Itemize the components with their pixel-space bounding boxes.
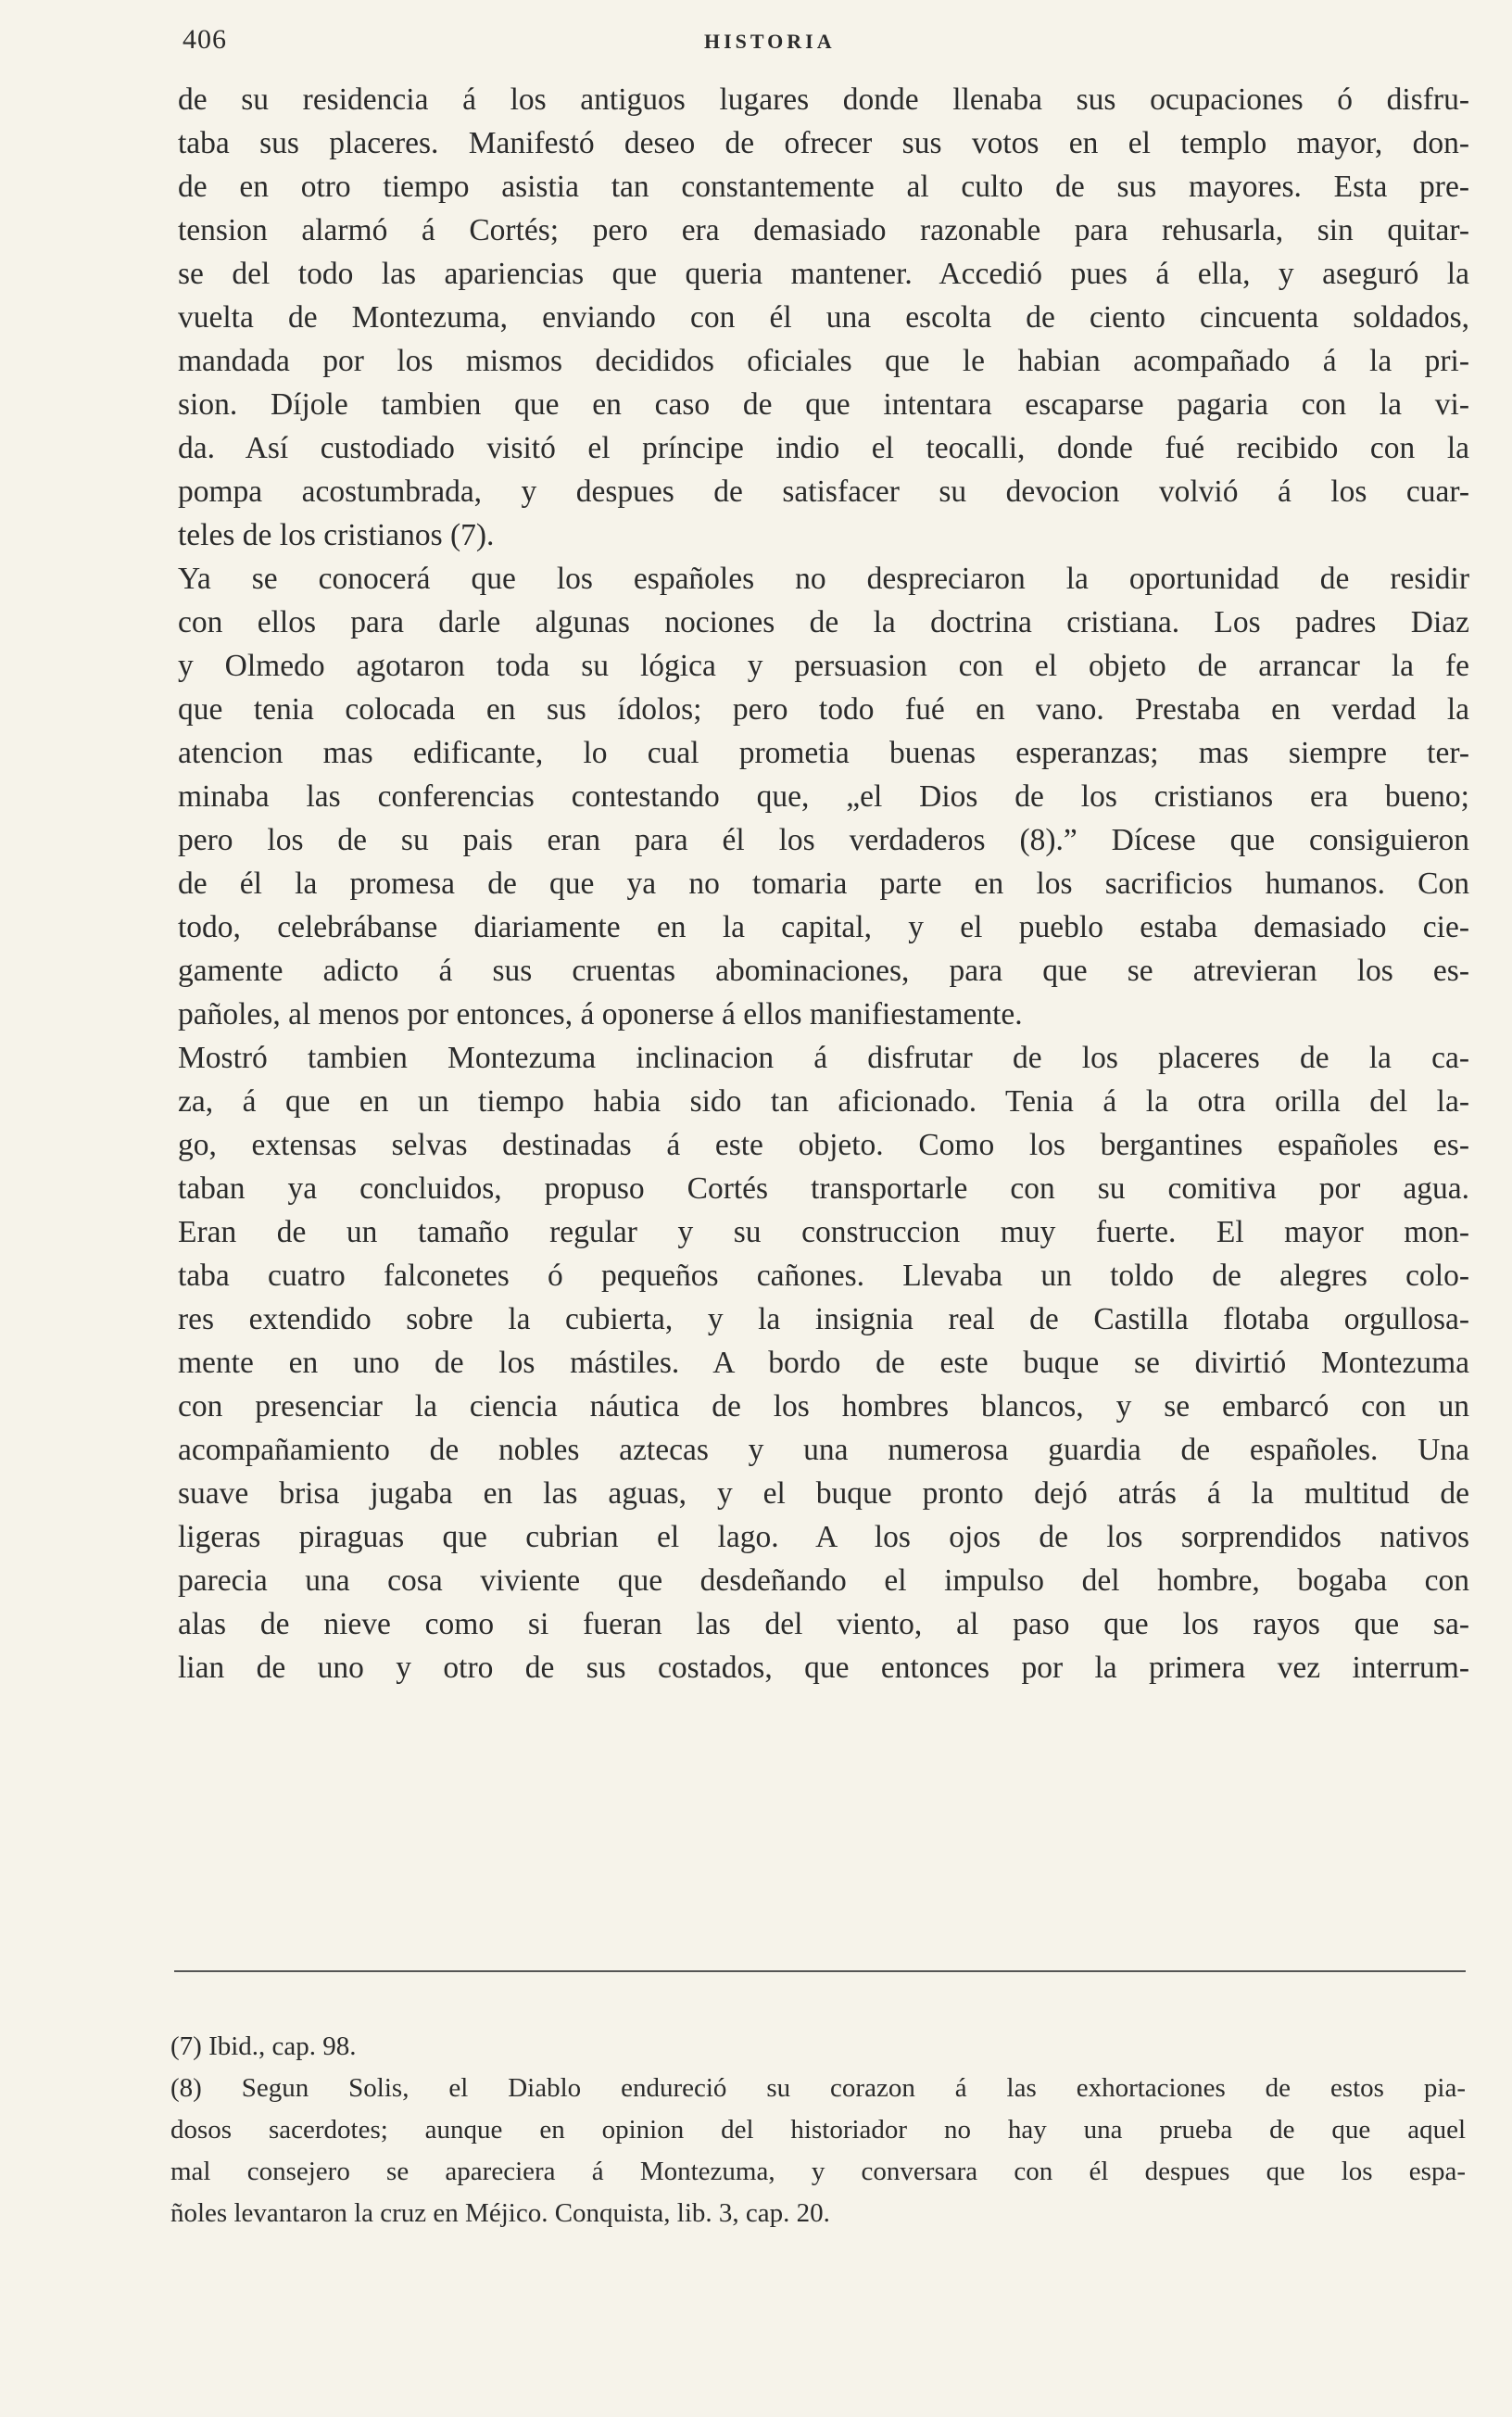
text-line: pompa acostumbrada, y despues de satisfacer su devocion volvió á los cuar- (178, 475, 1469, 509)
text-line: mandada por los mismos decididos oficiales que le habian acompañado á la pri- (178, 344, 1469, 378)
text-line: y Olmedo agotaron toda su lógica y persuasion con el objeto de arrancar la fe (178, 649, 1469, 683)
main-text (178, 78, 1469, 1689)
text-line: de su residencia á los antiguos lugares donde llenaba sus ocupaciones ó disfru- (178, 82, 1469, 117)
text-line: taba cuatro falconetes ó pequeños cañones. Llevaba un toldo de alegres colo- (178, 1259, 1469, 1293)
text-line: alas de nieve como si fueran las del viento, al paso que los rayos que sa- (178, 1607, 1469, 1641)
paragraph-start-line: Mostró tambien Montezuma inclinacion á disfrutar de los placeres de la ca- (178, 1041, 1469, 1075)
text-line: con presenciar la ciencia náutica de los hombres blancos, y se embarcó con un (178, 1389, 1469, 1424)
text-line: pero los de su pais eran para él los verdaderos (8).” Dícese que consiguieron (178, 823, 1469, 857)
text-line: lian de uno y otro de sus costados, que entonces por la primera vez interrum- (178, 1651, 1469, 1685)
text-line: con ellos para darle algunas nociones de la doctrina cristiana. Los padres Diaz (178, 605, 1469, 639)
text-line: parecia una cosa viviente que desdeñando el impulso del hombre, bogaba con (178, 1563, 1469, 1598)
text-line: tension alarmó á Cortés; pero era demasiado razonable para rehusarla, sin quitar- (178, 213, 1469, 247)
text-line: taban ya concluidos, propuso Cortés transportarle con su comitiva por agua. (178, 1171, 1469, 1206)
footnote-8-line: (8) Segun Solis, el Diablo endureció su corazon á las exhortaciones de estos pia- (170, 2073, 1466, 2103)
text-line: acompañamiento de nobles aztecas y una numerosa guardia de españoles. Una (178, 1433, 1469, 1467)
text-line: vuelta de Montezuma, enviando con él una escolta de ciento cincuenta soldados, (178, 300, 1469, 335)
footnote-8-line: ñoles levantaron la cruz en Méjico. Conquista, lib. 3, cap. 20. (170, 2198, 830, 2228)
text-line: minaba las conferencias contestando que, „el Dios de los cristianos era bueno; (178, 779, 1469, 814)
text-line: Eran de un tamaño regular y su construccion muy fuerte. El mayor mon- (178, 1215, 1469, 1249)
text-line: res extendido sobre la cubierta, y la insignia real de Castilla flotaba orgullosa- (178, 1302, 1469, 1336)
page-number: 406 (183, 24, 227, 55)
text-line: gamente adicto á sus cruentas abominaciones, para que se atrevieran los es- (178, 954, 1469, 988)
text-line: sion. Díjole tambien que en caso de que intentara escaparse pagaria con la vi- (178, 387, 1469, 422)
text-line: suave brisa jugaba en las aguas, y el buque pronto dejó atrás á la multitud de (178, 1476, 1469, 1511)
text-line: da. Así custodiado visitó el príncipe indio el teocalli, donde fué recibido con la (178, 431, 1469, 465)
paragraph-end-line: pañoles, al menos por entonces, á oponerse á ellos manifiestamente. (178, 997, 1023, 1031)
text-line: ligeras piraguas que cubrian el lago. A los ojos de los sorprendidos nativos (178, 1520, 1469, 1554)
footnote-8-line: mal consejero se apareciera á Montezuma, y conversara con él despues que los espa- (170, 2157, 1466, 2186)
footnote-8-line: dosos sacerdotes; aunque en opinion del historiador no hay una prueba de que aquel (170, 2115, 1466, 2145)
text-line: go, extensas selvas destinadas á este objeto. Como los bergantines españoles es- (178, 1128, 1469, 1162)
footnotes (170, 2026, 1466, 2234)
text-line: atencion mas edificante, lo cual prometia buenas esperanzas; mas siempre ter- (178, 736, 1469, 770)
text-line: todo, celebrábanse diariamente en la capital, y el pueblo estaba demasiado cie- (178, 910, 1469, 944)
text-line: que tenia colocada en sus ídolos; pero todo fué en vano. Prestaba en verdad la (178, 692, 1469, 727)
running-title: HISTORIA (704, 30, 836, 53)
paragraph-end-line: teles de los cristianos (7). (178, 518, 495, 552)
text-line: se del todo las apariencias que queria mantener. Accedió pues á ella, y aseguró la (178, 257, 1469, 291)
text-line: taba sus placeres. Manifestó deseo de ofrecer sus votos en el templo mayor, don- (178, 126, 1469, 160)
running-head (0, 20, 1512, 57)
text-line: de él la promesa de que ya no tomaria parte en los sacrificios humanos. Con (178, 867, 1469, 901)
text-line: de en otro tiempo asistia tan constantemente al culto de sus mayores. Esta pre- (178, 170, 1469, 204)
text-line: mente en uno de los mástiles. A bordo de este buque se divirtió Montezuma (178, 1346, 1469, 1380)
text-line: za, á que en un tiempo habia sido tan aficionado. Tenia á la otra orilla del la- (178, 1084, 1469, 1119)
footnote-7: (7) Ibid., cap. 98. (170, 2031, 357, 2061)
footnote-divider (174, 1970, 1466, 1972)
paragraph-start-line: Ya se conocerá que los españoles no despreciaron la oportunidad de residir (178, 562, 1469, 596)
